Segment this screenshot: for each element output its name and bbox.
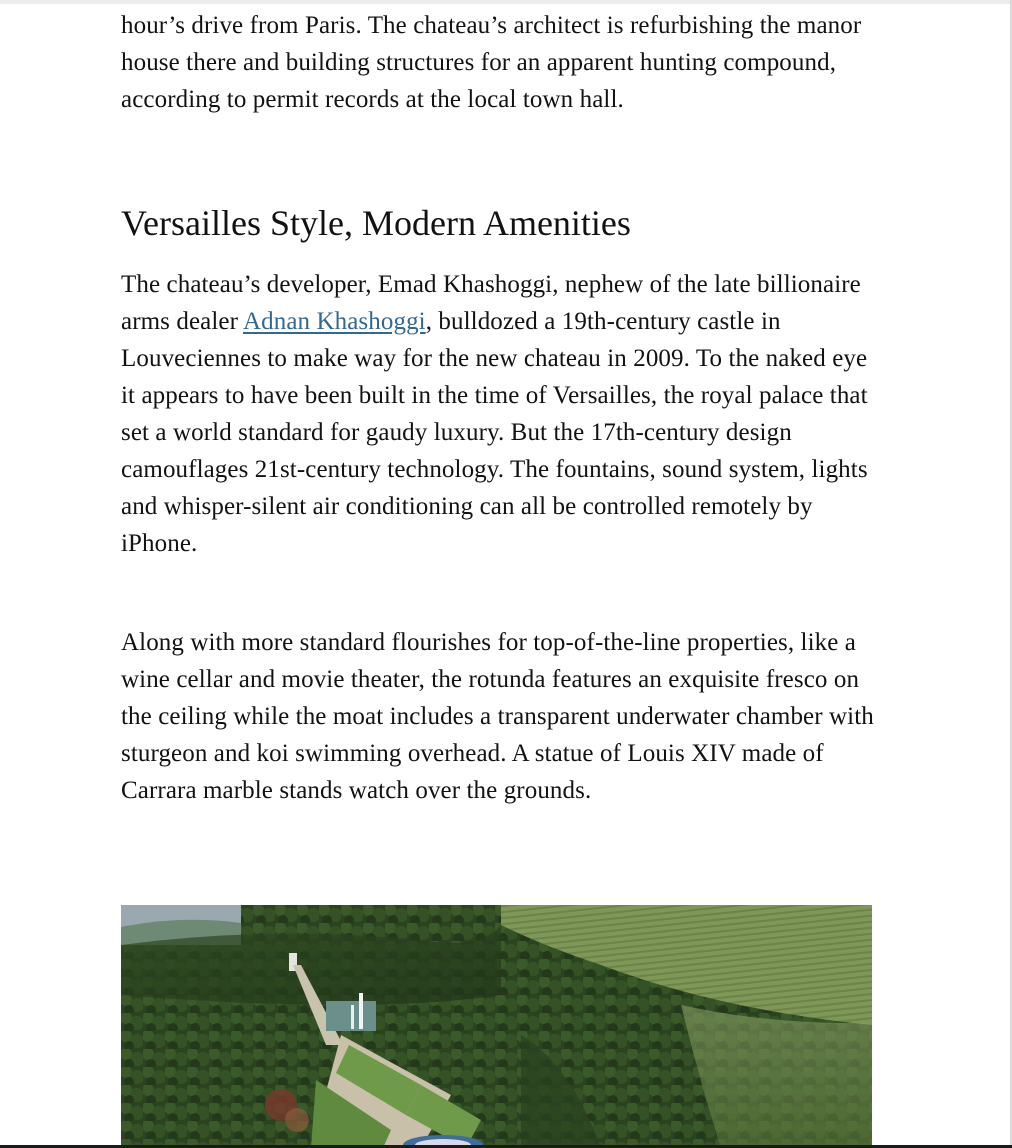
top-edge (0, 0, 1012, 4)
paragraph-developer (121, 266, 881, 562)
aerial-photo-image (121, 905, 872, 1148)
adnan-khashoggi-link[interactable]: Adnan Khashoggi (242, 308, 426, 335)
aerial-photo-chateau-gardens (121, 905, 872, 1148)
paragraph-amenities: Along with more standard flourishes for top-of-the-line properties, like a wine cellar and movie theater, the rotunda features an exquisite fresco on the ceiling while the moat includes a transparent underwater chamber with sturgeon and koi swimming overhead. A statue of Louis XIV made of Carrara marble stands watch over the grounds. (121, 629, 874, 804)
lead-paragraph: hour’s drive from Paris. The chateau’s architect is refurbishing the manor house there and building structures for an apparent hunting compound, according to permit records at the local town hall. (121, 12, 862, 113)
section-heading: Versailles Style, Modern Amenities (121, 203, 631, 243)
paragraph-text-before-link: The chateau’s developer, Emad Khashoggi, nephew of the late billionaire arms dealer (121, 271, 861, 335)
paragraph-text-after-link: , bulldozed a 19th-century castle in Louveciennes to make way for the new chateau in 2009. To the naked eye it appears to have been built in the time of Versailles, the royal palace that set a world standard for gaudy luxury. But the 17th-century design camouflages 21st-century technology. The fountains, sound system, lights and whisper-silent air conditioning can all be controlled remotely by iPhone. (121, 308, 868, 557)
